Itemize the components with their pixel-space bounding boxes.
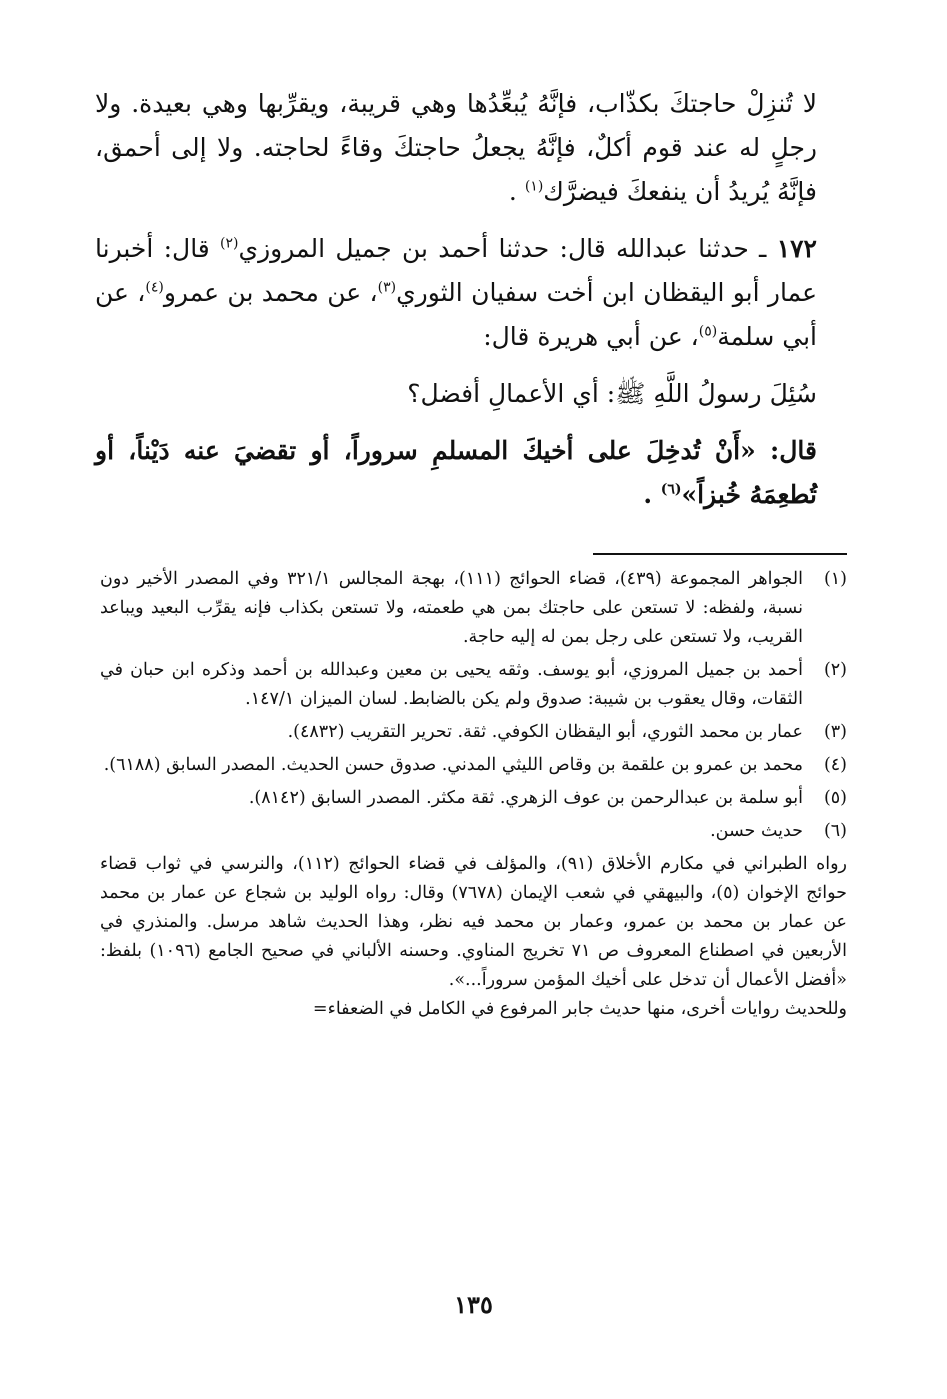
- footnote-ref-6: (٦): [660, 481, 682, 498]
- paragraph-1-text: لا تُنزِلْ حاجتكَ بكذّاب، فإنَّهُ يُبعِّدُها وهي قريبة، ويقرِّبها وهي بعيدة. ولا رجلٍ له عند قوم أكلٌ، فإنَّهُ يجعلُ حاجتكَ وقاءً لحاجته. ولا إلى أحمق، فإنَّهُ يُريدُ أن ينفعكَ فيضرَّك: [95, 89, 817, 206]
- footnote-number: (٥): [823, 788, 847, 808]
- footnotes: [100, 565, 847, 1024]
- footnote-number: (٦): [823, 821, 847, 841]
- footnote-1: [100, 565, 847, 652]
- paragraph-4-end: .: [643, 480, 653, 509]
- footnote-3: [100, 718, 847, 747]
- paragraph-2-part-e: ، عن أبي هريرة قال:: [483, 322, 699, 351]
- footnote-number: (٢): [823, 660, 847, 680]
- footnote-text: أحمد بن جميل المروزي، أبو يوسف. وثقه يحيى بن معين وعبدالله بن أحمد وذكره ابن حبان في الثقات، وقال يعقوب بن شيبة: صدوق ولم يكن بالضابط. لسان الميزان ١٤٧/١.: [100, 660, 803, 709]
- footnote-6-continuation: وللحديث روايات أخرى، منها حديث جابر المرفوع في الكامل في الضعفاء=: [312, 999, 847, 1019]
- hadith-number: ١٧٢: [776, 234, 817, 263]
- footnote-separator: [593, 553, 847, 555]
- footnote-ref-4: (٤): [145, 279, 164, 296]
- paragraph-2-part-b: قال: أخبرنا عمار أبو اليقظان ابن أخت سفيان الثوري: [95, 234, 817, 307]
- footnote-2: [100, 656, 847, 714]
- footnote-6-detail: رواه الطبراني في مكارم الأخلاق (٩١)، والمؤلف في قضاء الحوائج (١١٢)، والنرسي في ثواب قضاء حوائج الإخوان (٥)، والبيهقي في شعب الإيمان (٧٦٧٨) وقال: رواه الوليد بن شجاع عن عمار بن محمد عن عمار بن محمد بن عمرو، وعمار بن محمد فيه نظر، وهذا الحديث شاهد مرسل. والمنذري في الأربعين في اصطناع المعروف ص ٧١ تخريج المناوي. وحسنه الألباني في صحيح الجامع (١٠٩٦) بلفظ: «أفضل الأعمال أن تدخل على أخيك المؤمن سروراً...».: [100, 854, 848, 990]
- footnote-ref-1: (١): [524, 178, 544, 195]
- footnote-text: حديث حسن.: [710, 821, 803, 841]
- paragraph-2-part-c: ، عن محمد بن عمرو: [163, 278, 378, 307]
- footnote-number: (٤): [823, 755, 847, 775]
- footnote-ref-3: (٣): [377, 279, 397, 296]
- main-paragraph-2: [95, 227, 847, 359]
- footnote-text: الجواهر المجموعة (٤٣٩)، قضاء الحوائج (١١١)، بهجة المجالس ٣٢١/١ وفي المصدر الأخير دون نسبة، ولفظه: لا تستعن على حاجتك بمن هي طعمته، ولا تستعن بكذاب فإنه يقرِّب البعيد ويباعد القريب، ولا تستعن على رجل بمن له إليه حاجة.: [100, 569, 803, 647]
- footnote-text: عمار بن محمد الثوري، أبو اليقظان الكوفي. ثقة. تحرير التقريب (٤٨٣٢).: [287, 722, 803, 742]
- paragraph-1-end: .: [508, 177, 517, 206]
- main-paragraph-3: سُئِلَ رسولُ اللَّهِ ﷺ: أي الأعمالِ أفضل؟: [407, 379, 817, 408]
- footnote-4: [100, 751, 847, 780]
- main-paragraph-1: [95, 82, 847, 214]
- paragraph-2-part-d: ، عن أبي سلمة: [95, 278, 817, 351]
- footnote-number: (٣): [823, 722, 847, 742]
- footnote-text: محمد بن عمرو بن علقمة بن وقاص الليثي المدني. صدوق حسن الحديث. المصدر السابق (٦١٨٨).: [103, 755, 803, 775]
- footnote-ref-5: (٥): [698, 323, 718, 340]
- footnote-text: أبو سلمة بن عبدالرحمن بن عوف الزهري. ثقة مكثر. المصدر السابق (٨١٤٢).: [248, 788, 803, 808]
- page-number: ١٣٥: [454, 1290, 493, 1319]
- main-text: [95, 82, 847, 530]
- footnote-6: [100, 817, 847, 846]
- paragraph-2-part-a: ـ حدثنا عبدالله قال: حدثنا أحمد بن جميل المروزي: [238, 234, 767, 263]
- main-paragraph-4: [95, 429, 847, 517]
- paragraph-4-text: قال: «أَنْ تُدخِلَ على أخيكَ المسلمِ سروراً، أو تقضيَ عنه دَيْناً، أو تُطعِمَهُ خُبزاً»: [95, 436, 817, 509]
- footnote-number: (١): [823, 569, 847, 589]
- footnote-ref-2: (٢): [220, 235, 239, 252]
- footnote-5: [100, 784, 847, 813]
